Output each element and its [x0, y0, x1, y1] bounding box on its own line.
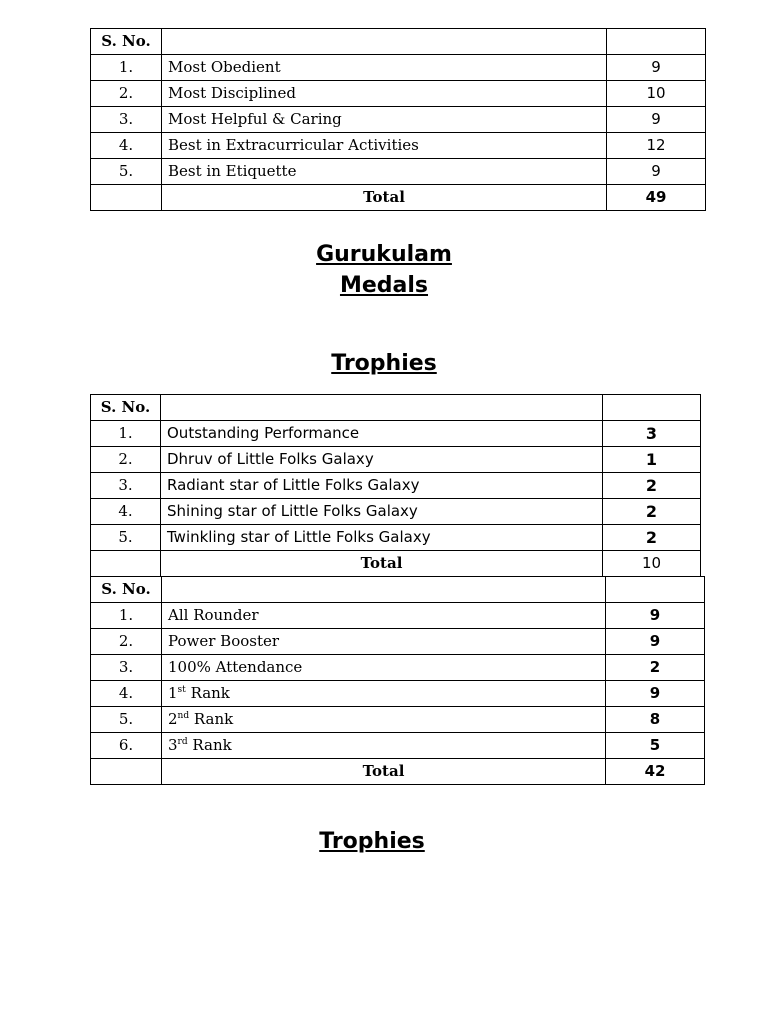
row-sno: 2. [91, 81, 162, 107]
row-name [162, 733, 606, 759]
sno-header: S. No. [91, 395, 161, 421]
row-count: 2 [603, 499, 701, 525]
name-header [161, 395, 603, 421]
row-sno: 1. [91, 55, 162, 81]
row-count: 2 [603, 525, 701, 551]
rank-number: 3 [168, 736, 178, 754]
total-row [91, 551, 701, 577]
table-row [91, 629, 705, 655]
table-special-awards [90, 576, 705, 785]
sno-header: S. No. [91, 29, 162, 55]
table-row [91, 159, 706, 185]
row-sno: 4. [91, 499, 161, 525]
row-sno: 2. [91, 629, 162, 655]
name-header [162, 29, 607, 55]
row-sno: 4. [91, 133, 162, 159]
row-sno: 5. [91, 525, 161, 551]
total-row [91, 185, 706, 211]
total-empty-cell [91, 551, 161, 577]
rank-word: Rank [185, 684, 230, 702]
row-sno: 2. [91, 447, 161, 473]
heading-trophies-bottom: Trophies [319, 829, 425, 854]
total-empty-cell [91, 185, 162, 211]
row-name [162, 681, 606, 707]
table-row [91, 525, 701, 551]
row-name: Most Obedient [162, 55, 607, 81]
row-count: 2 [606, 655, 705, 681]
rank-suffix: rd [177, 737, 188, 747]
row-name: Power Booster [162, 629, 606, 655]
row-count: 1 [603, 447, 701, 473]
row-name: Outstanding Performance [161, 421, 603, 447]
row-count: 9 [607, 107, 706, 133]
table-row [91, 81, 706, 107]
total-row [91, 759, 705, 785]
total-label: Total [162, 759, 606, 785]
table-row [91, 55, 706, 81]
row-count: 12 [607, 133, 706, 159]
row-name: Most Disciplined [162, 81, 607, 107]
rank-suffix: st [177, 685, 186, 695]
count-header [603, 395, 701, 421]
row-name: Best in Etiquette [162, 159, 607, 185]
table-row [91, 707, 705, 733]
total-label: Total [161, 551, 603, 577]
table-row [91, 603, 705, 629]
total-value: 10 [603, 551, 701, 577]
rank-word: Rank [187, 736, 232, 754]
total-empty-cell [91, 759, 162, 785]
table-row [91, 733, 705, 759]
table-row [91, 681, 705, 707]
heading-trophies: Trophies [331, 351, 437, 376]
table-header-row [91, 395, 701, 421]
total-value: 42 [606, 759, 705, 785]
row-count: 5 [606, 733, 705, 759]
row-count: 9 [607, 55, 706, 81]
row-sno: 3. [91, 107, 162, 133]
table-row [91, 655, 705, 681]
row-count: 9 [607, 159, 706, 185]
row-sno: 1. [91, 603, 162, 629]
row-count: 10 [607, 81, 706, 107]
rank-suffix: nd [177, 711, 190, 721]
row-name: Best in Extracurricular Activities [162, 133, 607, 159]
row-name: 100% Attendance [162, 655, 606, 681]
row-name: Most Helpful & Caring [162, 107, 607, 133]
table-row [91, 133, 706, 159]
row-count: 2 [603, 473, 701, 499]
row-count: 9 [606, 629, 705, 655]
table-header-row [91, 29, 706, 55]
row-sno: 4. [91, 681, 162, 707]
rank-word: Rank [189, 710, 234, 728]
table-row [91, 447, 701, 473]
table-trophies [90, 394, 701, 577]
heading-medals: Medals [339, 273, 429, 298]
table-row [91, 107, 706, 133]
table-most-awards [90, 28, 706, 211]
total-value: 49 [607, 185, 706, 211]
table-row [91, 473, 701, 499]
heading-gurukulam: Gurukulam [316, 242, 452, 267]
row-name: Radiant star of Little Folks Galaxy [161, 473, 603, 499]
count-header [606, 577, 705, 603]
row-sno: 5. [91, 159, 162, 185]
count-header [607, 29, 706, 55]
row-count: 9 [606, 681, 705, 707]
rank-number: 2 [168, 710, 178, 728]
row-sno: 3. [91, 655, 162, 681]
table-header-row [91, 577, 705, 603]
rank-number: 1 [168, 684, 178, 702]
total-label: Total [162, 185, 607, 211]
row-name: All Rounder [162, 603, 606, 629]
row-name: Dhruv of Little Folks Galaxy [161, 447, 603, 473]
name-header [162, 577, 606, 603]
row-count: 9 [606, 603, 705, 629]
row-sno: 5. [91, 707, 162, 733]
row-sno: 1. [91, 421, 161, 447]
sno-header: S. No. [91, 577, 162, 603]
row-count: 3 [603, 421, 701, 447]
row-name: Twinkling star of Little Folks Galaxy [161, 525, 603, 551]
row-count: 8 [606, 707, 705, 733]
row-name: Shining star of Little Folks Galaxy [161, 499, 603, 525]
table-row [91, 499, 701, 525]
row-name [162, 707, 606, 733]
row-sno: 3. [91, 473, 161, 499]
row-sno: 6. [91, 733, 162, 759]
table-row [91, 421, 701, 447]
